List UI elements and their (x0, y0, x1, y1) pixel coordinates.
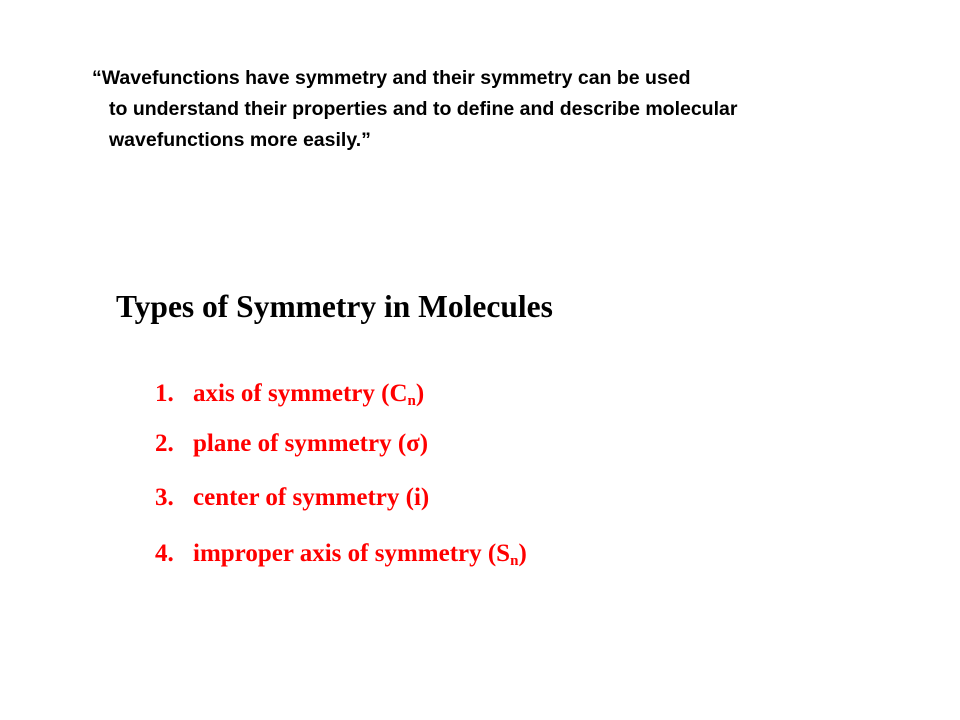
item-text: plane of symmetry (σ) (193, 430, 429, 457)
item-subscript: n (407, 393, 416, 409)
item-number: 4. (155, 540, 174, 567)
section-heading: Types of Symmetry in Molecules (116, 289, 553, 324)
list-item (155, 484, 429, 512)
item-text: axis of symmetry (C (193, 380, 408, 407)
item-number: 3. (155, 484, 174, 511)
item-text: center of symmetry (i) (193, 484, 430, 511)
item-text: improper axis of symmetry (S (193, 540, 511, 567)
quote-line-1: “Wavefunctions have symmetry and their symmetry can be used (92, 67, 691, 89)
list-item (155, 540, 527, 568)
item-subscript: n (510, 553, 519, 569)
item-number: 1. (155, 380, 174, 407)
item-suffix: ) (415, 380, 425, 407)
quote-line-2: to understand their properties and to define and describe molecular (109, 98, 738, 120)
item-suffix: ) (518, 540, 527, 567)
item-number: 2. (155, 430, 174, 457)
quote-line-3: wavefunctions more easily.” (109, 129, 371, 151)
list-item (155, 430, 428, 458)
wavefunction-quote (92, 63, 912, 156)
list-item (155, 380, 424, 408)
